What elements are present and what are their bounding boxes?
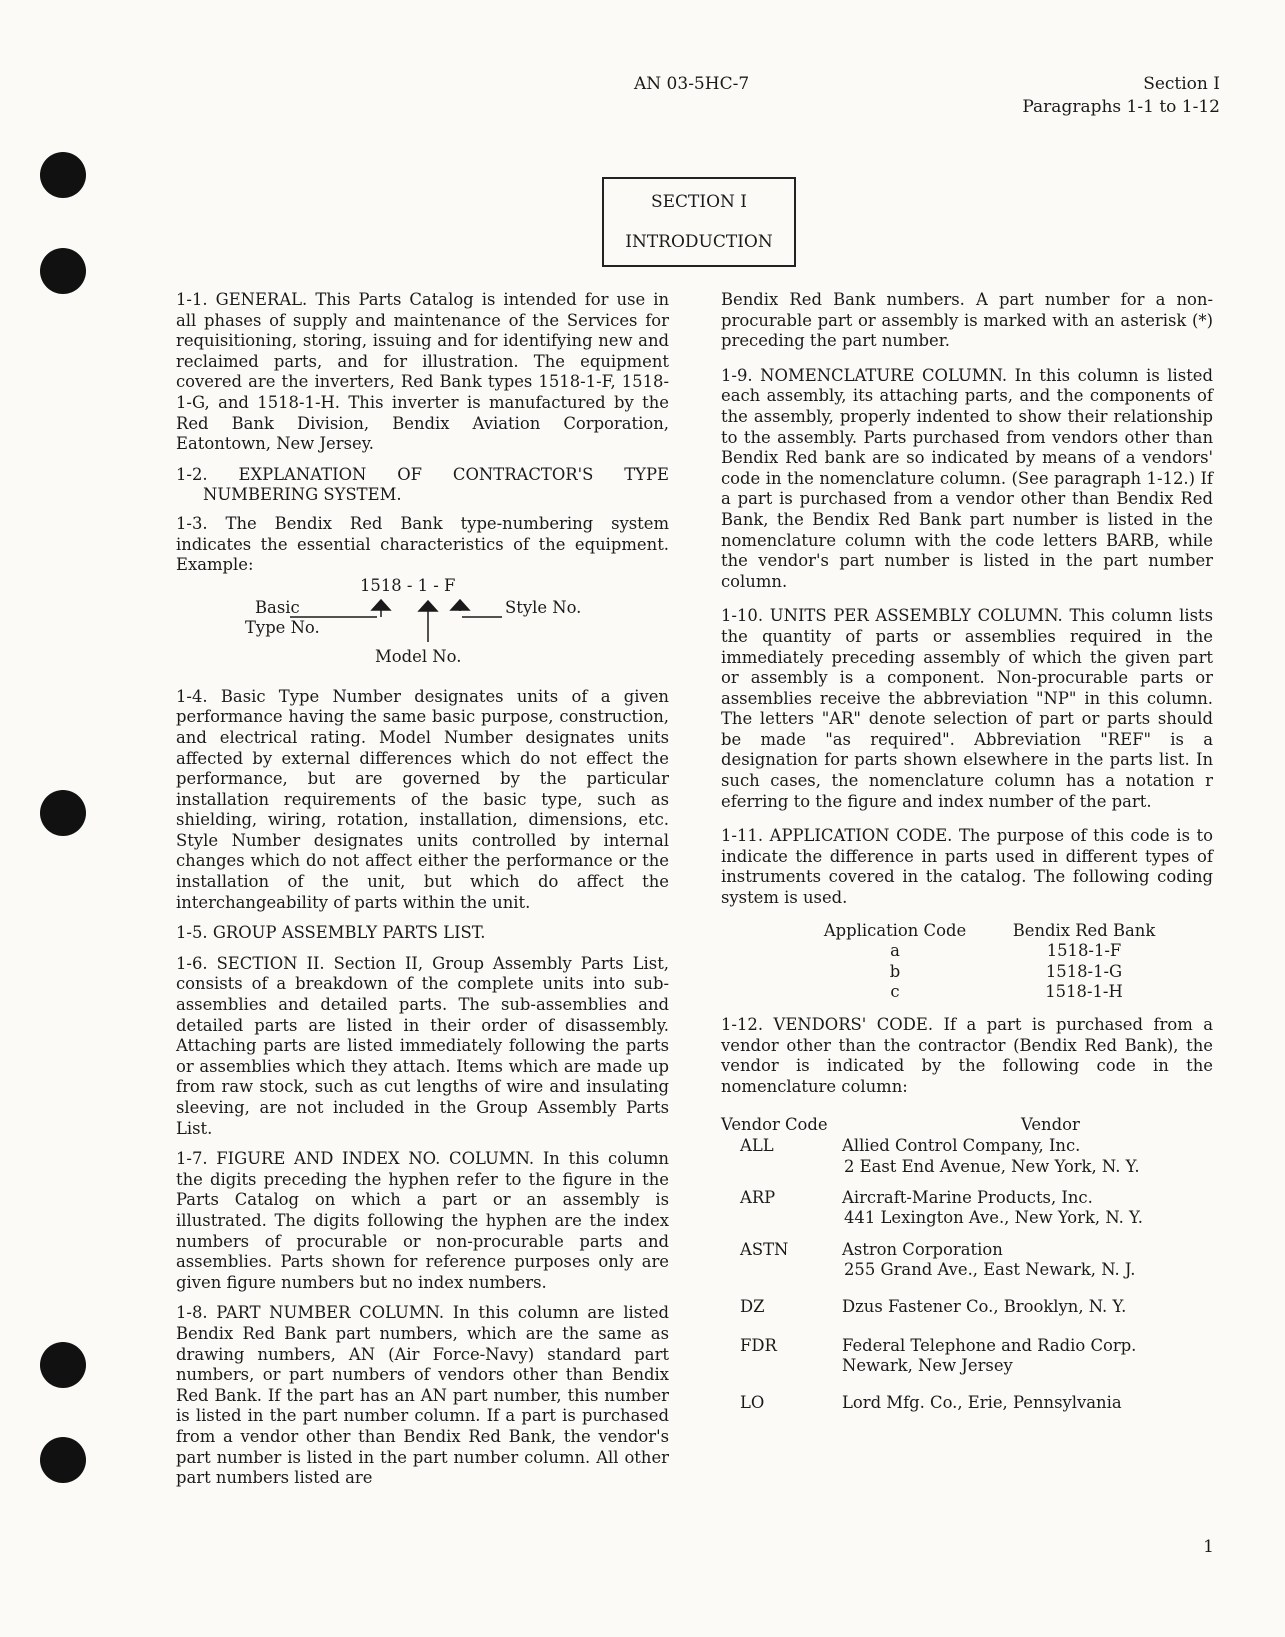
example-type-number: 1518 - 1 - F [360, 575, 456, 595]
table-cell: 1518-1-H [1045, 982, 1123, 1002]
table-cell: a [890, 941, 900, 961]
binder-hole [40, 1437, 86, 1483]
paragraph-1-6 [176, 954, 669, 1139]
vendor-code: LO [740, 1392, 765, 1412]
paragraph-heading: 1-6. SECTION II. [176, 953, 325, 973]
paragraph-text: Section II, Group Assembly Parts List, consists of a breakdown of the complete units into sub-assemblies and detailed parts. The sub-assemblies and detailed parts are listed in their order of disassembly. Attaching parts are listed immediately following the parts or assemblies which they attach. Items which are made up from raw stock, such as cut lengths of wire and insulating sleeving, are not included in the Group Assembly Parts List. [176, 953, 669, 1138]
paragraph-text: This Parts Catalog is intended for use in all phases of supply and maintenance of the Services for requisitioning, storing, issuing and for identifying new and reclaimed parts, and for illustration. The equipment covered are the inverters, Red Bank types 1518-1-F, 1518-1-G, and 1518-1-H. This inverter is manufactured by the Red Bank Division, Bendix Aviation Corporation, Eatontown, New Jersey. [176, 290, 670, 454]
style-no-label: Style No. [505, 597, 582, 617]
paragraph-range: Paragraphs 1-1 to 1-12 [1022, 97, 1220, 117]
table-row [721, 1136, 1213, 1177]
vendor-code: ARP [740, 1187, 776, 1207]
vendor-address: 255 Grand Ave., East Newark, N. J. [844, 1260, 1136, 1280]
vendor-address: 2 East End Avenue, New York, N. Y. [844, 1156, 1140, 1176]
binder-hole [40, 790, 86, 836]
section-header [1022, 73, 1220, 119]
table-cell: c [890, 982, 900, 1002]
paragraph-text: This column lists the quantity of parts or assemblies required in the immediately preceding assembly of which the given part or assembly is a component. Non-procurable parts or assemblies receive the abbreviation "NP" in this column. The letters "AR" denote selection of part or parts should be made "as required". Abbreviation "REF" is a designation for parts shown elsewhere in the parts list. In such cases, the nomenclature column has a notation r eferring to the figure and index number of the part. [721, 606, 1213, 811]
table-row [721, 1297, 1213, 1318]
vendor-code-table [721, 1115, 1213, 1413]
vendor-code: FDR [740, 1335, 777, 1355]
vendor-name: Astron Corporation [842, 1239, 1003, 1259]
vendor-details [842, 1188, 1213, 1229]
paragraph-1-12 [721, 1015, 1213, 1097]
paragraph-heading: 1-7. FIGURE AND INDEX NO. COLUMN. [176, 1149, 535, 1169]
paragraph-heading: 1-9. NOMENCLATURE COLUMN. [721, 365, 1008, 385]
paragraph-1-11 [721, 826, 1213, 908]
table-row [721, 1393, 1213, 1414]
table-row [786, 962, 1164, 983]
document-id: AN 03-5HC-7 [634, 74, 750, 94]
vendor-address: 441 Lexington Ave., New York, N. Y. [844, 1208, 1143, 1228]
section-subtitle: INTRODUCTION [625, 232, 773, 252]
table-cell: 1518-1-F [1046, 941, 1122, 961]
table-header-row [721, 1115, 1213, 1136]
page-number: 1 [1203, 1537, 1214, 1557]
vendor-name: Lord Mfg. Co., Erie, Pennsylvania [842, 1392, 1122, 1412]
application-code-table [786, 921, 1164, 1003]
paragraph-heading: 1-1. GENERAL. [176, 290, 308, 309]
vendor-details [842, 1136, 1213, 1177]
vendor-name: Dzus Fastener Co., Brooklyn, N. Y. [842, 1296, 1127, 1316]
paragraph-text: In this column are listed Bendix Red Bank part numbers, which are the same as drawing numbers, AN (Air Force-Navy) standard part numbers, or part numbers of vendors other than Bendix Red Bank. If the part has an AN part number, this number is listed in the part number column. If a part is purchased from a vendor other than Bendix Red Bank, the vendor's part number is listed in the part number column. All other part numbers listed are [176, 1303, 669, 1488]
table-row [786, 941, 1164, 962]
type-no-label: Type No. [245, 617, 320, 637]
paragraph-heading: 1-12. VENDORS' CODE. [721, 1015, 934, 1034]
binder-hole [40, 1342, 86, 1388]
paragraph-heading: 1-10. UNITS PER ASSEMBLY COLUMN. [721, 606, 1063, 626]
right-column [721, 290, 1213, 1423]
paragraph-1-8-continued: Bendix Red Bank numbers. A part number for a non-procurable part or assembly is marked with an asterisk (*) preceding the part number. [721, 290, 1213, 351]
model-no-label: Model No. [375, 646, 462, 666]
paragraph-1-2: 1-2. EXPLANATION OF CONTRACTOR'S TYPE NUMBERING SYSTEM. [176, 464, 669, 505]
vendor-code: ASTN [740, 1239, 789, 1259]
paragraph-1-4: 1-4. Basic Type Number designates units of a given performance having the same basic purpose, construction, and electrical rating. Model Number designates units affected by external differences which do not effect the performance, but are governed by the particular installation requirements of the basic type, such as shielding, wiring, rotation, installation, dimensions, etc. Style Number designates units controlled by internal changes which do not affect either the performance or the installation of the unit, but which do affect the interchangeability of parts within the unit. [176, 686, 669, 912]
vendor-name: Aircraft-Marine Products, Inc. [842, 1187, 1093, 1207]
vendor-details [842, 1240, 1213, 1281]
paragraph-1-7 [176, 1149, 669, 1293]
paragraph-text: In this column is listed each assembly, its attaching parts, and the components of the assembly, properly indented to show their relationship to the assembly. Parts purchased from vendors other than Bendix Red bank are so indicated by means of a vendors' code in the nomenclature column. (See paragraph 1-12.) If a part is purchased from a vendor other than Bendix Red Bank, the Bendix Red Bank part number is listed in the nomenclature column with the code letters BARB, while the vendor's part number is listed in the part number column. [721, 365, 1213, 591]
vendor-name: Allied Control Company, Inc. [842, 1136, 1081, 1156]
table-row [721, 1188, 1213, 1229]
paragraph-text: If a part is purchased from a vendor other than the contractor (Bendix Red Bank), the vendor is indicated by the following code in the nomenclature column: [721, 1015, 1213, 1096]
left-column [176, 290, 669, 1499]
binder-hole [40, 248, 86, 294]
table-header: Bendix Red Bank [1012, 920, 1156, 940]
binder-hole [40, 152, 86, 198]
paragraph-1-1 [176, 290, 669, 455]
table-header-row [786, 921, 1164, 942]
table-row [721, 1240, 1213, 1281]
vendor-code: DZ [740, 1296, 765, 1316]
table-header: Application Code [823, 920, 967, 940]
paragraph-1-9 [721, 366, 1213, 593]
table-header: Vendor Code [721, 1115, 828, 1135]
paragraph-1-5: 1-5. GROUP ASSEMBLY PARTS LIST. [176, 923, 486, 943]
table-cell: 1518-1-G [1045, 961, 1123, 981]
paragraph-text: The purpose of this code is to indicate the difference in parts used in different types of instruments covered in the catalog. The following coding system is used. [721, 826, 1213, 908]
vendor-code: ALL [740, 1136, 774, 1156]
section-label: Section I [1143, 74, 1220, 94]
section-title: SECTION I [650, 192, 748, 212]
table-header: Vendor [1021, 1115, 1080, 1135]
type-number-diagram [176, 575, 669, 687]
vendor-name: Federal Telephone and Radio Corp. [842, 1335, 1137, 1355]
section-title-box [602, 177, 796, 267]
paragraph-1-10 [721, 606, 1213, 812]
paragraph-heading: 1-11. APPLICATION CODE. [721, 826, 953, 846]
paragraph-1-3: 1-3. The Bendix Red Bank type-numbering system indicates the essential characteristics of the equipment. Example: [176, 513, 669, 575]
vendor-details [842, 1297, 1213, 1318]
vendor-details [842, 1393, 1213, 1414]
table-row [721, 1336, 1213, 1377]
paragraph-1-8 [176, 1303, 669, 1488]
vendor-details [842, 1336, 1213, 1377]
basic-label: Basic [255, 597, 300, 617]
table-row [786, 982, 1164, 1003]
paragraph-text: In this column the digits preceding the hyphen refer to the figure in the Parts Catalog on which a part or an assembly is illustrated. The digits following the hyphen are the index numbers of procurable or non-procurable parts and assemblies. Parts shown for reference purposes only are given figure numbers but no index numbers. [176, 1149, 669, 1292]
paragraph-heading: 1-8. PART NUMBER COLUMN. [176, 1303, 445, 1323]
table-cell: b [889, 961, 901, 981]
vendor-address: Newark, New Jersey [842, 1356, 1013, 1376]
